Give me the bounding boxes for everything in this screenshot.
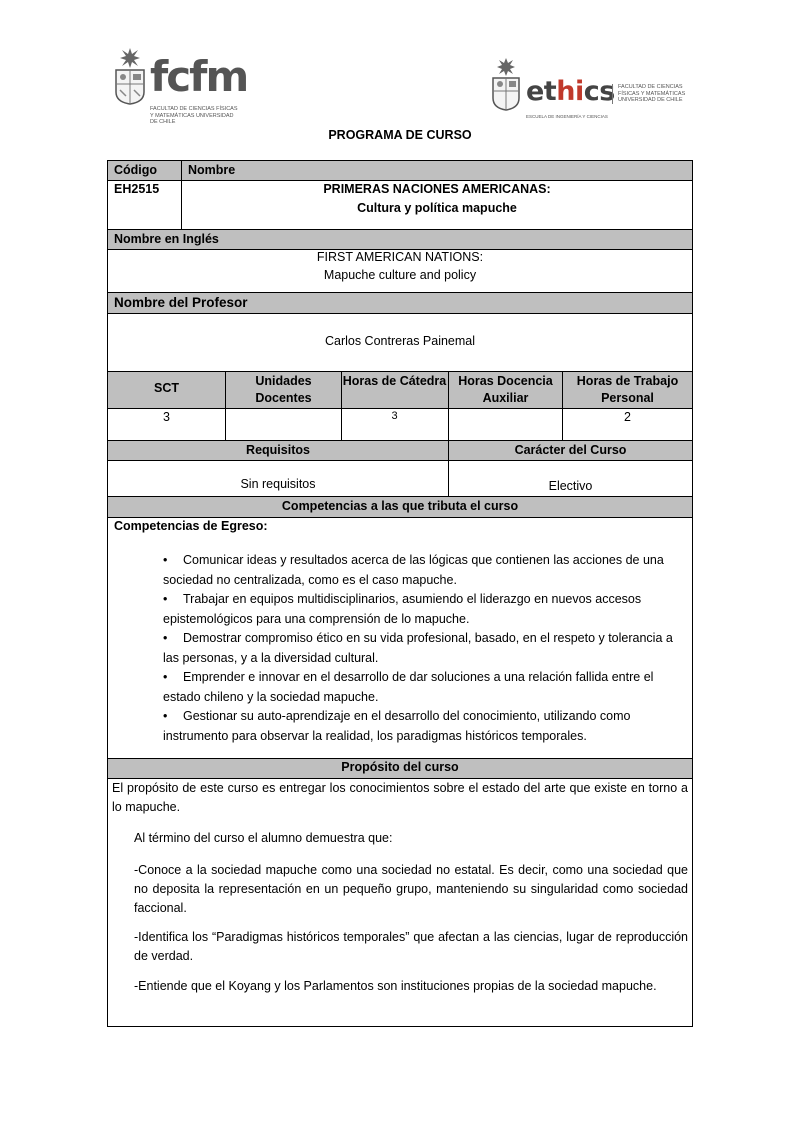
bullet-icon: • xyxy=(163,631,168,645)
egreso-label: Competencias de Egreso: xyxy=(114,519,268,533)
proposito-intro: El propósito de este curso es entregar los conocimientos sobre el estado del arte que existe en torno a lo mapuche. xyxy=(112,781,688,814)
ethics-faculty-text: FACULTAD DE CIENCIAS FÍSICAS Y MATEMÁTICAS UNIVERSIDAD DE CHILE xyxy=(612,84,698,104)
competencia-item: • Gestionar su auto-aprendizaje en el desarrollo del conocimiento, utilizando como instrumento para observar la realidad, los paradigmas históricos temporales. xyxy=(163,709,631,743)
course-name-line1: PRIMERAS NACIONES AMERICANAS: xyxy=(323,182,551,196)
professor-label: Nombre del Profesor xyxy=(114,295,248,310)
bullet-icon: • xyxy=(163,592,168,606)
ethics-subtitle: ESCUELA DE INGENIERÍA Y CIENCIAS xyxy=(526,114,608,119)
proposito-header: Propósito del curso xyxy=(108,759,692,778)
fcfm-wordmark: fcfm xyxy=(150,52,248,101)
competencia-item: • Demostrar compromiso ético en su vida profesional, basado, en el respeto y tolerancia a las personas, y a la diversidad cultural. xyxy=(163,631,673,665)
horas-auxiliar-header: Horas Docencia Auxiliar xyxy=(458,374,553,405)
unidades-header: Unidades Docentes xyxy=(255,374,312,405)
horas-personal-value: 2 xyxy=(624,410,631,424)
course-code: EH2515 xyxy=(114,182,160,196)
proposito-item: -Identifica los “Paradigmas históricos temporales” que afectan a las ciencias, lugar de reproducción de verdad. xyxy=(134,930,688,963)
horas-catedra-value: 3 xyxy=(391,410,398,422)
course-name-line2: Cultura y política mapuche xyxy=(357,201,517,215)
competencia-item: • Emprender e innovar en el desarrollo de dar soluciones a una relación fallida entre el estado chileno y la sociedad mapuche. xyxy=(163,670,654,704)
competencias-list xyxy=(163,551,683,746)
sct-value: 3 xyxy=(163,410,170,424)
bullet-icon: • xyxy=(163,709,168,723)
english-name-line2: Mapuche culture and policy xyxy=(323,268,477,282)
competencia-item: • Trabajar en equipos multidisciplinarios, asumiendo el liderazgo en nuevos accesos epistemológicos para una comprensión de lo mapuche. xyxy=(163,592,642,626)
course-table xyxy=(107,160,693,1027)
english-name-line1: FIRST AMERICAN NATIONS: xyxy=(316,250,484,264)
bullet-icon: • xyxy=(163,670,168,684)
nombre-label: Nombre xyxy=(188,163,236,177)
proposito-item: -Entiende que el Koyang y los Parlamentos son instituciones propias de la sociedad mapuche. xyxy=(134,979,657,993)
ethics-logo xyxy=(490,56,690,122)
caracter-label: Carácter del Curso xyxy=(514,443,627,457)
caracter-value: Electivo xyxy=(548,479,593,493)
bullet-icon: • xyxy=(163,553,168,567)
codigo-label: Código xyxy=(114,163,158,177)
university-shield-icon xyxy=(490,56,522,112)
requisitos-value: Sin requisitos xyxy=(240,477,316,491)
horas-personal-header: Horas de Trabajo Personal xyxy=(576,374,679,405)
fcfm-logo xyxy=(112,46,248,128)
english-name-label: Nombre en Inglés xyxy=(114,232,219,246)
fcfm-subtitle: FACULTAD DE CIENCIAS FÍSICAS Y MATEMÁTICAS UNIVERSIDAD DE CHILE xyxy=(150,106,238,125)
proposito-item: -Conoce a la sociedad mapuche como una sociedad no estatal. Es decir, como una sociedad que no deposita la representación en un pequeño grupo, manteniendo su singularidad como sociedad faccional. xyxy=(134,863,688,915)
requisitos-label: Requisitos xyxy=(246,443,310,457)
horas-catedra-header: Horas de Cátedra xyxy=(342,374,447,388)
professor-name: Carlos Contreras Painemal xyxy=(324,334,476,348)
competencia-item: • Comunicar ideas y resultados acerca de las lógicas que contienen las acciones de una sociedad no centralizada, como es el caso mapuche. xyxy=(163,553,664,587)
document-title: PROGRAMA DE CURSO xyxy=(328,128,472,142)
ethics-wordmark: ethics xyxy=(526,76,615,107)
proposito-termino: Al término del curso el alumno demuestra que: xyxy=(134,831,393,845)
competencias-header: Competencias a las que tributa el curso xyxy=(108,497,692,517)
sct-header: SCT xyxy=(154,381,179,395)
university-shield-icon xyxy=(112,46,148,106)
